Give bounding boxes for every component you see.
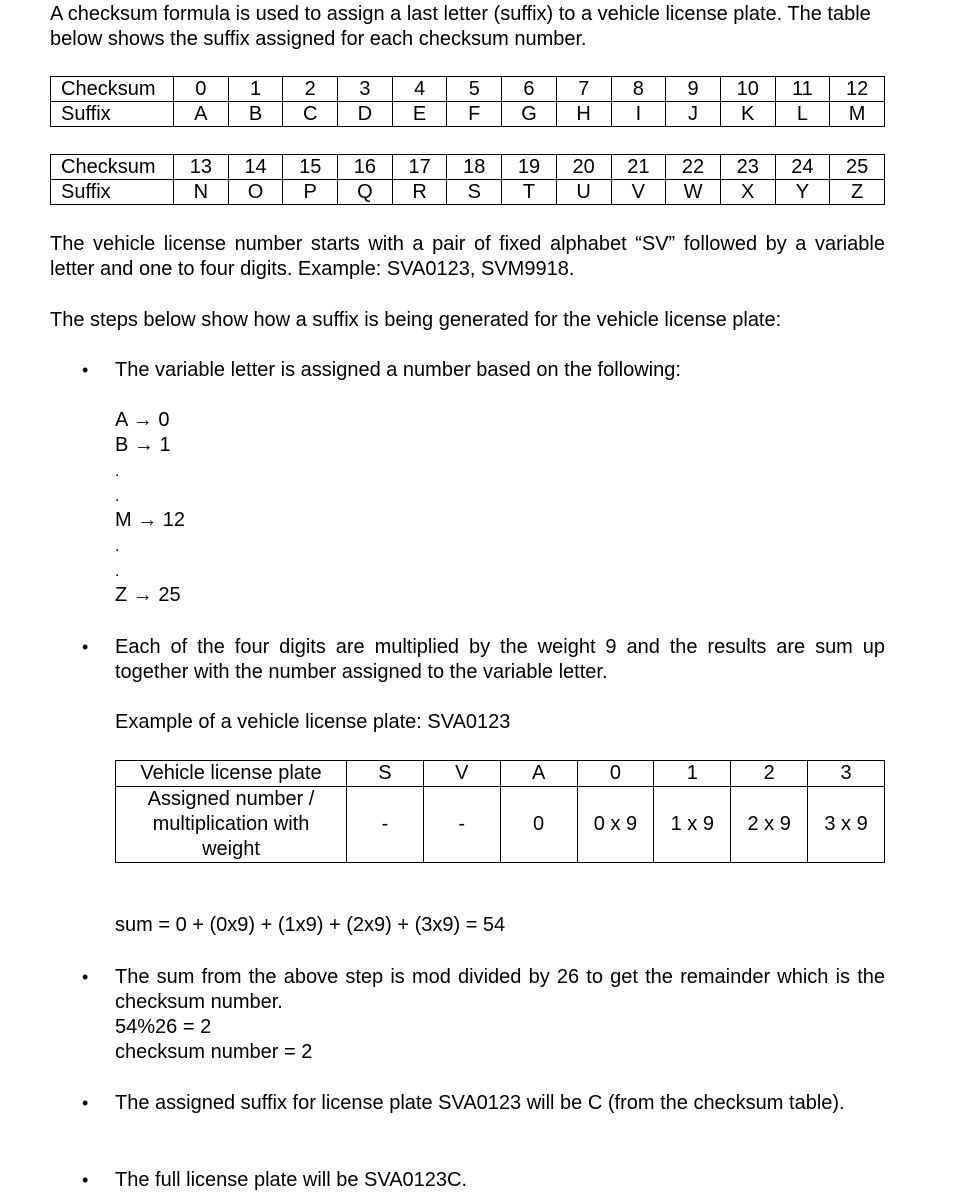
suffix-cell: O bbox=[228, 180, 283, 205]
format-paragraph: The vehicle license number starts with a pair of fixed alphabet “SV” followed by a variable letter and one to four digits. Example: SVA0123, SVM9918. bbox=[50, 233, 885, 280]
checksum-cell: 22 bbox=[666, 155, 721, 180]
suffix-cell: V bbox=[611, 180, 666, 205]
intro-paragraph: A checksum formula is used to assign a last letter (suffix) to a vehicle license plate. The table below shows the suffix assigned for each checksum number. bbox=[50, 3, 871, 50]
bullet-4: • bbox=[82, 1093, 89, 1113]
checksum-cell: 11 bbox=[775, 77, 830, 102]
plate-row bbox=[116, 761, 885, 787]
weight-cell: 3 x 9 bbox=[808, 787, 885, 863]
plate-cell: 3 bbox=[808, 761, 885, 787]
checksum-cell: 21 bbox=[611, 155, 666, 180]
step-2-text: Each of the four digits are multiplied by the weight 9 and the results are sum up together with the number assigned to the variable letter. bbox=[115, 636, 885, 683]
suffix-row bbox=[51, 180, 885, 205]
checksum-cell: 1 bbox=[228, 77, 283, 102]
suffix-cell: F bbox=[447, 102, 502, 127]
suffix-cell: G bbox=[502, 102, 557, 127]
suffix-row-label: Suffix bbox=[51, 180, 174, 205]
checksum-cell: 16 bbox=[338, 155, 393, 180]
weight-row bbox=[116, 787, 885, 863]
suffix-row bbox=[51, 102, 885, 127]
step-3-text: The sum from the above step is mod divided by 26 to get the remainder which is the checksum number. bbox=[115, 966, 885, 1013]
checksum-cell: 14 bbox=[228, 155, 283, 180]
checksum-table-1 bbox=[50, 76, 885, 127]
checksum-cell: 10 bbox=[720, 77, 775, 102]
checksum-cell: 18 bbox=[447, 155, 502, 180]
checksum-row bbox=[51, 77, 885, 102]
checksum-cell: 12 bbox=[830, 77, 885, 102]
ellipsis-dot: . bbox=[115, 538, 120, 555]
checksum-cell: 7 bbox=[556, 77, 611, 102]
suffix-cell: T bbox=[502, 180, 557, 205]
suffix-cell: Z bbox=[830, 180, 885, 205]
suffix-cell: P bbox=[283, 180, 338, 205]
suffix-cell: W bbox=[666, 180, 721, 205]
checksum-number-line: checksum number = 2 bbox=[115, 1041, 313, 1063]
checksum-cell: 3 bbox=[338, 77, 393, 102]
mod-line: 54%26 = 2 bbox=[115, 1016, 212, 1038]
suffix-cell: N bbox=[174, 180, 229, 205]
ellipsis-dot: . bbox=[115, 563, 120, 580]
suffix-cell: M bbox=[830, 102, 885, 127]
plate-cell: 0 bbox=[577, 761, 654, 787]
weight-row-label: Assigned number / multiplication with weight bbox=[116, 787, 347, 863]
suffix-cell: A bbox=[174, 102, 229, 127]
checksum-row-label: Checksum bbox=[51, 155, 174, 180]
checksum-cell: 24 bbox=[775, 155, 830, 180]
weight-cell: 2 x 9 bbox=[731, 787, 808, 863]
checksum-row bbox=[51, 155, 885, 180]
plate-row-label: Vehicle license plate bbox=[116, 761, 347, 787]
mapping-b: B → 1 bbox=[115, 434, 171, 456]
suffix-cell: R bbox=[392, 180, 447, 205]
suffix-cell: K bbox=[720, 102, 775, 127]
step-4-text: The assigned suffix for license plate SVA0123 will be C (from the checksum table). bbox=[115, 1092, 845, 1114]
checksum-cell: 4 bbox=[392, 77, 447, 102]
checksum-cell: 6 bbox=[502, 77, 557, 102]
checksum-cell: 25 bbox=[830, 155, 885, 180]
checksum-cell: 15 bbox=[283, 155, 338, 180]
bullet-3: • bbox=[82, 967, 89, 987]
mapping-a: A → 0 bbox=[115, 409, 170, 431]
plate-cell: V bbox=[423, 761, 500, 787]
weight-cell: 1 x 9 bbox=[654, 787, 731, 863]
checksum-cell: 8 bbox=[611, 77, 666, 102]
checksum-cell: 19 bbox=[502, 155, 557, 180]
checksum-row-label: Checksum bbox=[51, 77, 174, 102]
checksum-cell: 20 bbox=[556, 155, 611, 180]
bullet-5: • bbox=[82, 1170, 89, 1190]
suffix-cell: B bbox=[228, 102, 283, 127]
suffix-cell: X bbox=[720, 180, 775, 205]
checksum-cell: 9 bbox=[666, 77, 721, 102]
example-table bbox=[115, 760, 885, 863]
plate-cell: 1 bbox=[654, 761, 731, 787]
weight-cell: 0 bbox=[500, 787, 577, 863]
ellipsis-dot: . bbox=[115, 488, 120, 505]
plate-cell: S bbox=[347, 761, 424, 787]
suffix-cell: H bbox=[556, 102, 611, 127]
plate-cell: 2 bbox=[731, 761, 808, 787]
checksum-cell: 5 bbox=[447, 77, 502, 102]
suffix-cell: D bbox=[338, 102, 393, 127]
suffix-cell: E bbox=[392, 102, 447, 127]
suffix-cell: Q bbox=[338, 180, 393, 205]
checksum-table-2 bbox=[50, 154, 885, 205]
mapping-z: Z → 25 bbox=[115, 584, 181, 606]
checksum-cell: 13 bbox=[174, 155, 229, 180]
example-label: Example of a vehicle license plate: SVA0123 bbox=[115, 711, 511, 733]
suffix-cell: Y bbox=[775, 180, 830, 205]
weight-cell: 0 x 9 bbox=[577, 787, 654, 863]
suffix-cell: C bbox=[283, 102, 338, 127]
checksum-cell: 23 bbox=[720, 155, 775, 180]
checksum-cell: 0 bbox=[174, 77, 229, 102]
plate-cell: A bbox=[500, 761, 577, 787]
suffix-cell: U bbox=[556, 180, 611, 205]
sum-line: sum = 0 + (0x9) + (1x9) + (2x9) + (3x9) = 54 bbox=[115, 914, 506, 936]
step-1-text: The variable letter is assigned a number based on the following: bbox=[115, 359, 681, 381]
checksum-cell: 2 bbox=[283, 77, 338, 102]
mapping-m: M → 12 bbox=[115, 509, 186, 531]
suffix-cell: L bbox=[775, 102, 830, 127]
checksum-cell: 17 bbox=[392, 155, 447, 180]
steps-paragraph: The steps below show how a suffix is being generated for the vehicle license plate: bbox=[50, 309, 782, 331]
suffix-cell: S bbox=[447, 180, 502, 205]
weight-cell: - bbox=[347, 787, 424, 863]
bullet-2: • bbox=[82, 637, 89, 657]
bullet-1: • bbox=[82, 360, 89, 380]
suffix-cell: J bbox=[666, 102, 721, 127]
suffix-row-label: Suffix bbox=[51, 102, 174, 127]
suffix-cell: I bbox=[611, 102, 666, 127]
ellipsis-dot: . bbox=[115, 463, 120, 480]
weight-cell: - bbox=[423, 787, 500, 863]
step-5-text: The full license plate will be SVA0123C. bbox=[115, 1169, 468, 1191]
